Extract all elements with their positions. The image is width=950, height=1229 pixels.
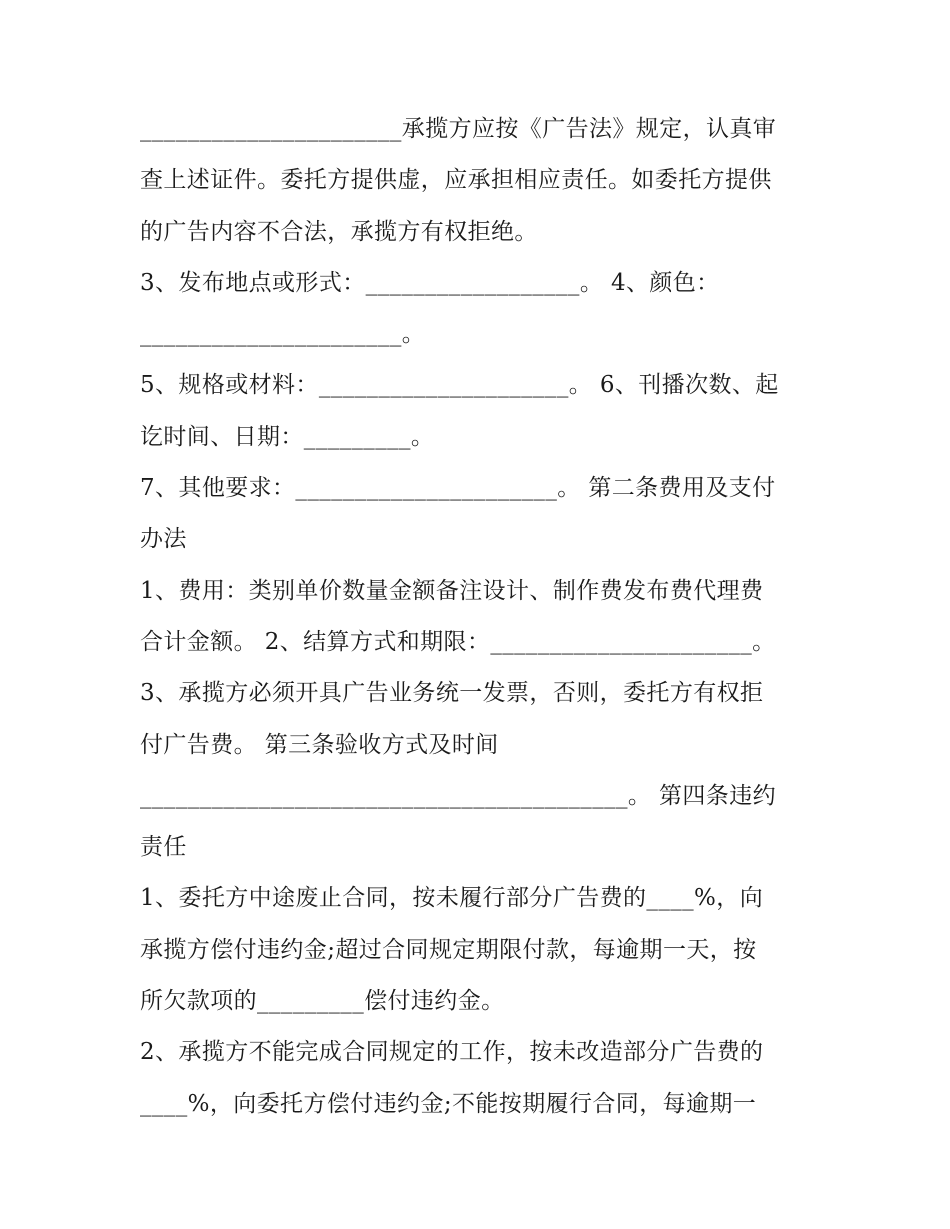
text-line: 办法 — [140, 526, 187, 553]
text-line: 3、发布地点或形式：__________________。 4、颜色： — [140, 269, 720, 296]
text-line: 7、其他要求：______________________。 第二条费用及支付 — [140, 475, 776, 502]
text-line: 1、费用：类别单价数量金额备注设计、制作费发布费代理费 — [140, 577, 764, 604]
text-line: 查上述证件。委托方提供虚，应承担相应责任。如委托方提供 — [140, 167, 772, 194]
document-body — [140, 104, 810, 1130]
text-line: ____%，向委托方偿付违约金;不能按期履行合同，每逾期一 — [140, 1090, 757, 1117]
text-line: ______________________承揽方应按《广告法》规定，认真审 — [140, 116, 777, 142]
text-line: 付广告费。 第三条验收方式及时间 — [140, 731, 499, 758]
text-line: 合计金额。 2、结算方式和期限：______________________。 — [140, 628, 776, 655]
text-line: 1、委托方中途废止合同，按未履行部分广告费的____%，向 — [140, 885, 764, 912]
text-line: 的广告内容不合法，承揽方有权拒绝。 — [140, 218, 538, 245]
text-line: 承揽方偿付违约金;超过合同规定期限付款，每逾期一天，按 — [140, 936, 757, 963]
text-line: 责任 — [140, 834, 187, 861]
text-line: _________________________________________。 第四条违约 — [140, 782, 777, 809]
text-line: 5、规格或材料：_____________________。 6、刊播次数、起 — [140, 372, 779, 399]
text-line: 2、承揽方不能完成合同规定的工作，按未改造部分广告费的 — [140, 1039, 764, 1066]
text-line: 讫时间、日期：_________。 — [140, 423, 435, 450]
text-line: 所欠款项的_________偿付违约金。 — [140, 988, 505, 1015]
text-line: 3、承揽方必须开具广告业务统一发票，否则，委托方有权拒 — [140, 680, 764, 707]
text-line: ______________________。 — [140, 321, 426, 348]
